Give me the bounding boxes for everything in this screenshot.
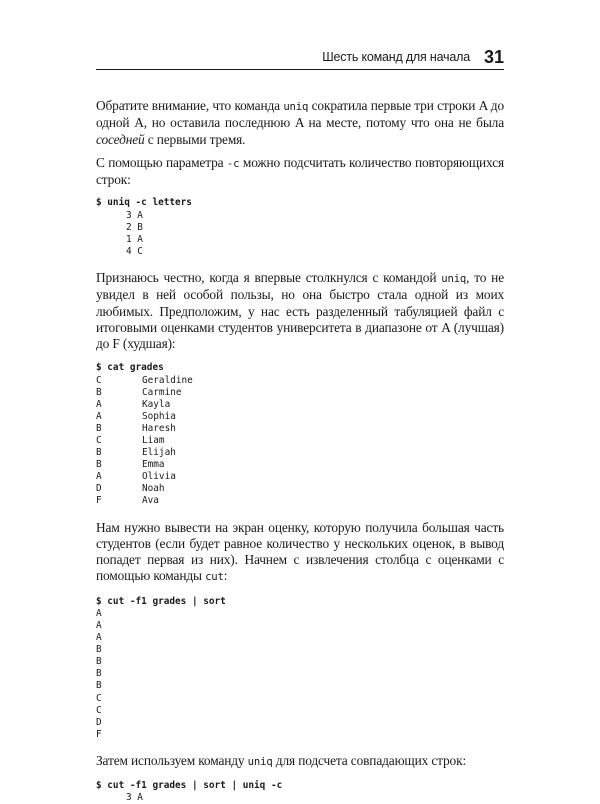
code-output-line: 3 A xyxy=(126,792,143,804)
header-rule xyxy=(96,69,504,70)
code-output-line: 3 A xyxy=(126,209,143,221)
code-output-line: 4 C xyxy=(126,245,143,257)
code-block-cat-grades xyxy=(96,362,504,507)
grade-letter: B xyxy=(96,422,102,434)
text-run: С помощью параметра xyxy=(96,154,227,170)
code-output-line: A xyxy=(96,607,102,619)
grade-row xyxy=(96,423,504,435)
code-output-line: B xyxy=(96,644,102,656)
code-output-line: C xyxy=(96,704,102,716)
grade-row xyxy=(96,435,504,447)
student-name: Sophia xyxy=(142,410,176,422)
student-name: Haresh xyxy=(142,422,176,434)
grade-letter: D xyxy=(96,483,102,495)
code-output-line: C xyxy=(96,692,102,704)
code-command: $ cut -f1 grades | sort xyxy=(96,595,226,607)
code-output-line: A xyxy=(96,632,102,644)
student-name: Olivia xyxy=(142,471,176,483)
code-output-line: A xyxy=(96,619,102,631)
grade-row xyxy=(96,387,504,399)
emphasis: соседней xyxy=(96,131,145,147)
paragraph-count-option xyxy=(96,155,504,189)
text-run: Обратите внимание, что команда xyxy=(96,98,284,113)
grade-row xyxy=(96,471,504,483)
running-header xyxy=(96,44,504,66)
inline-code: uniq xyxy=(247,755,273,768)
paragraph-uniq-count-intro xyxy=(96,753,504,770)
inline-code: cut xyxy=(205,571,224,584)
text-run: для подсчета совпадающих строк: xyxy=(272,752,467,768)
text-run: Признаюсь честно, когда я впервые столкнулся с командой xyxy=(96,269,442,285)
grade-letter: B xyxy=(96,386,102,398)
student-name: Geraldine xyxy=(142,374,193,386)
code-output-line: B xyxy=(96,656,102,668)
grade-row xyxy=(96,459,504,471)
grade-row xyxy=(96,495,504,507)
inline-code: uniq xyxy=(441,272,467,285)
page-number: 31 xyxy=(483,47,504,67)
page-content xyxy=(96,98,504,804)
grade-letter: A xyxy=(96,410,102,422)
text-run: сократила первые три строки A до одной A, но оставила последнюю A на месте, потому что она не была xyxy=(96,98,504,131)
grade-letter: C xyxy=(96,374,102,386)
grade-row xyxy=(96,447,504,459)
paragraph-uniq-note xyxy=(96,98,504,148)
code-command: $ cat grades xyxy=(96,362,164,374)
code-block-cut-sort xyxy=(96,596,504,741)
student-name: Noah xyxy=(142,483,165,495)
grade-row xyxy=(96,483,504,495)
grade-row xyxy=(96,411,504,423)
grade-letter: A xyxy=(96,398,102,410)
grade-row xyxy=(96,399,504,411)
code-output-line: 1 A xyxy=(126,233,143,245)
student-name: Emma xyxy=(142,459,165,471)
code-command: $ uniq -c letters xyxy=(96,197,192,209)
paragraph-grades-intro xyxy=(96,270,504,352)
student-name: Kayla xyxy=(142,398,171,410)
text-run: можно подсчитать количество повторяющихся строк: xyxy=(96,154,504,188)
code-output-line: B xyxy=(96,680,102,692)
grade-letter: B xyxy=(96,459,102,471)
grade-row xyxy=(96,375,504,387)
student-name: Elijah xyxy=(142,447,176,459)
code-output-line: F xyxy=(96,728,102,740)
student-name: Liam xyxy=(142,435,165,446)
text-run: Затем используем команду xyxy=(96,752,248,768)
student-name: Carmine xyxy=(142,386,182,398)
text-run: Нам нужно вывести на экран оценку, которую получила большая часть студентов (если будет равное количество у нескольких оценок, в вывод попадет первая из них). Начнем с извлечения столбца с оценками с помощью команды xyxy=(96,519,504,584)
code-output-line: B xyxy=(96,668,102,680)
grade-letter: B xyxy=(96,447,102,459)
grade-letter: C xyxy=(96,435,102,446)
text-run: , то не увидел в ней особой пользы, но она быстро стала одной из моих любимых. Предположим, у нас есть разделенный табуляцией файл с итоговыми оценками студентов университета в диапазоне от A (лучшая) до F (худшая): xyxy=(96,269,504,352)
code-output-line: D xyxy=(96,716,102,728)
text-run: : xyxy=(223,568,228,584)
code-output-line: 2 B xyxy=(126,221,143,233)
running-header-title: Шесть команд для начала xyxy=(322,50,470,64)
code-block-uniq-grades xyxy=(96,780,504,804)
grade-letter: A xyxy=(96,471,102,483)
code-command: $ cut -f1 grades | sort | uniq -c xyxy=(96,780,283,792)
code-block-uniq-count xyxy=(96,197,504,257)
paragraph-cut-intro xyxy=(96,520,504,586)
grade-letter: F xyxy=(96,495,102,507)
student-name: Ava xyxy=(142,495,159,507)
text-run: с первыми тремя. xyxy=(144,131,246,147)
inline-code: uniq xyxy=(283,101,309,113)
inline-code: -c xyxy=(226,157,240,170)
